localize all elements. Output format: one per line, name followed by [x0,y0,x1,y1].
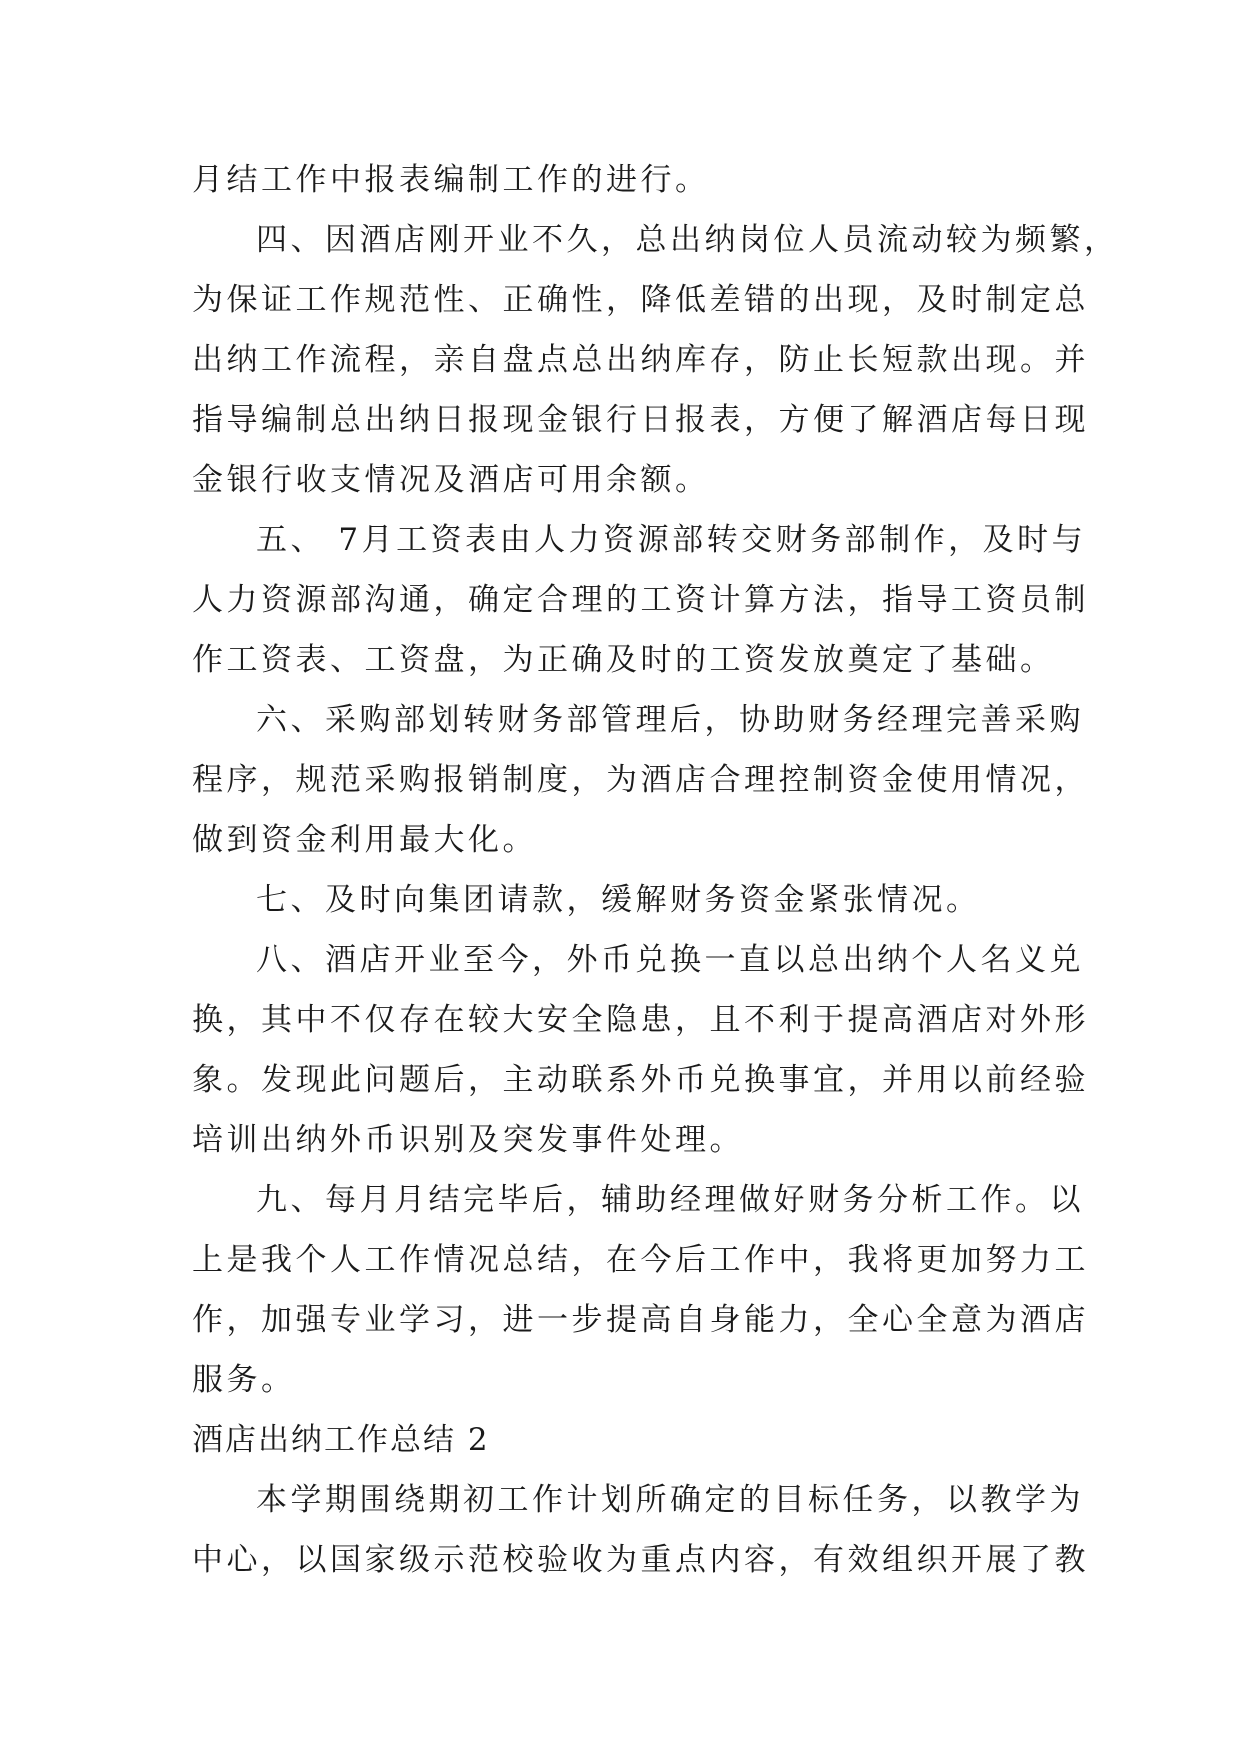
paragraph-line: 本学期围绕期初工作计划所确定的目标任务，以教学为 [256,1482,1084,1518]
paragraph-line: 上是我个人工作情况总结，在今后工作中，我将更加努力工 [192,1242,1089,1278]
paragraph-line: 作工资表、工资盘，为正确及时的工资发放奠定了基础。 [192,642,1055,678]
paragraph-line: 为保证工作规范性、正确性，降低差错的出现，及时制定总 [192,282,1089,318]
paragraph-line: 月结工作中报表编制工作的进行。 [192,162,710,198]
document-page [192,150,1119,1590]
paragraph-line: 五、 7月工资表由人力资源部转交财务部制作，及时与 [256,522,1087,558]
paragraph-line: 作，加强专业学习，进一步提高自身能力，全心全意为酒店 [192,1302,1089,1338]
paragraph-line: 程序，规范采购报销制度，为酒店合理控制资金使用情况， [192,762,1089,798]
paragraph-line: 象。发现此问题后，主动联系外币兑换事宜，并用以前经验 [192,1062,1089,1098]
paragraph-line: 指导编制总出纳日报现金银行日报表，方便了解酒店每日现 [192,402,1089,438]
paragraph-line: 九、每月月结完毕后，辅助经理做好财务分析工作。以 [256,1182,1084,1218]
paragraph-line: 七、及时向集团请款，缓解财务资金紧张情况。 [256,882,981,918]
paragraph-line: 培训出纳外币识别及突发事件处理。 [192,1122,744,1158]
paragraph-line: 金银行收支情况及酒店可用余额。 [192,462,710,498]
section-heading: 酒店出纳工作总结 2 [192,1422,490,1458]
paragraph-line: 出纳工作流程，亲自盘点总出纳库存，防止长短款出现。并 [192,342,1089,378]
paragraph-line: 四、因酒店刚开业不久，总出纳岗位人员流动较为频繁， [256,222,1119,258]
paragraph-line: 八、酒店开业至今，外币兑换一直以总出纳个人名义兑 [256,942,1084,978]
paragraph-line: 人力资源部沟通，确定合理的工资计算方法，指导工资员制 [192,582,1089,618]
paragraph-line: 六、采购部划转财务部管理后，协助财务经理完善采购 [256,702,1084,738]
paragraph-line: 服务。 [192,1362,296,1398]
paragraph-line: 做到资金利用最大化。 [192,822,537,858]
paragraph-line: 换，其中不仅存在较大安全隐患，且不利于提高酒店对外形 [192,1002,1089,1038]
paragraph-line: 中心，以国家级示范校验收为重点内容，有效组织开展了教 [192,1542,1089,1578]
